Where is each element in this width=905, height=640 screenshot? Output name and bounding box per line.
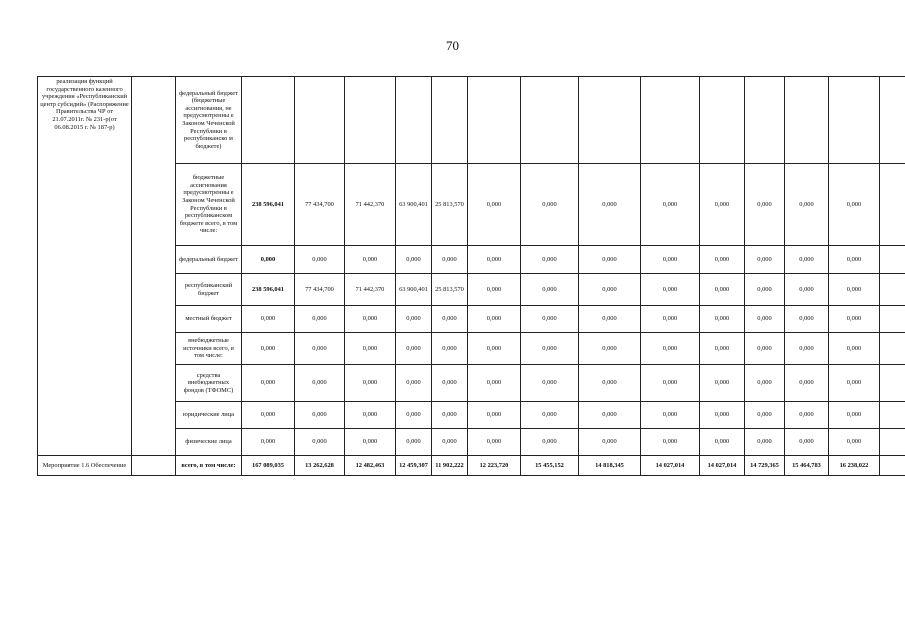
year-value-cell: 77 434,700 [295, 274, 345, 306]
funding-source-cell: внебюджетные источники всего, в том числе: [176, 333, 242, 365]
year-value-cell: 0,000 [641, 402, 700, 429]
year-value-cell [880, 306, 905, 333]
year-value-cell: 0,000 [829, 274, 880, 306]
year-value-cell: 14 818,345 [579, 456, 641, 476]
year-value-cell [785, 77, 829, 164]
year-value-cell: 0,000 [700, 429, 745, 456]
year-value-cell: 0,000 [700, 246, 745, 274]
year-value-cell: 0,000 [641, 333, 700, 365]
year-value-cell: 14 027,014 [641, 456, 700, 476]
total-value-cell: 0,000 [242, 429, 295, 456]
year-value-cell: 0,000 [579, 164, 641, 246]
year-value-cell: 0,000 [295, 333, 345, 365]
year-value-cell: 0,000 [295, 365, 345, 402]
year-value-cell: 0,000 [785, 274, 829, 306]
year-value-cell: 14 027,014 [700, 456, 745, 476]
year-value-cell: 0,000 [785, 429, 829, 456]
year-value-cell: 0,000 [745, 402, 785, 429]
funding-source-cell: республиканский бюджет [176, 274, 242, 306]
year-value-cell: 0,000 [521, 429, 579, 456]
year-value-cell: 0,000 [521, 246, 579, 274]
year-value-cell: 0,000 [579, 246, 641, 274]
year-value-cell: 0,000 [745, 274, 785, 306]
year-value-cell: 0,000 [295, 246, 345, 274]
year-value-cell: 0,000 [829, 429, 880, 456]
year-value-cell: 0,000 [295, 306, 345, 333]
executor-cell [132, 456, 176, 476]
funding-source-cell: федеральный бюджет (бюджетные ассигнования, не предусмотренны е Законом Чеченской Республики в республиканско м бюджете) [176, 77, 242, 164]
year-value-cell: 0,000 [432, 246, 468, 274]
year-value-cell: 71 442,370 [345, 274, 396, 306]
year-value-cell: 12 223,720 [468, 456, 521, 476]
year-value-cell [880, 77, 905, 164]
total-value-cell: 238 596,041 [242, 164, 295, 246]
year-value-cell: 0,000 [700, 306, 745, 333]
year-value-cell: 0,000 [579, 429, 641, 456]
year-value-cell: 16 238,022 [829, 456, 880, 476]
year-value-cell: 0,000 [468, 365, 521, 402]
year-value-cell: 0,000 [700, 274, 745, 306]
year-value-cell: 0,000 [345, 365, 396, 402]
funding-source-cell: местный бюджет [176, 306, 242, 333]
year-value-cell: 0,000 [521, 306, 579, 333]
year-value-cell: 77 434,700 [295, 164, 345, 246]
year-value-cell: 0,000 [468, 402, 521, 429]
year-value-cell: 0,000 [745, 246, 785, 274]
year-value-cell: 0,000 [432, 333, 468, 365]
year-value-cell [295, 77, 345, 164]
year-value-cell: 0,000 [396, 246, 432, 274]
funding-source-cell: средства внебюджетных фондов (ТФОМС) [176, 365, 242, 402]
year-value-cell: 0,000 [641, 164, 700, 246]
year-value-cell: 0,000 [785, 402, 829, 429]
year-value-cell [579, 77, 641, 164]
year-value-cell: 0,000 [641, 274, 700, 306]
year-value-cell: 0,000 [432, 306, 468, 333]
year-value-cell: 0,000 [579, 274, 641, 306]
year-value-cell: 0,000 [700, 402, 745, 429]
year-value-cell: 0,000 [745, 429, 785, 456]
year-value-cell: 0,000 [785, 333, 829, 365]
year-value-cell: 0,000 [295, 429, 345, 456]
year-value-cell: 11 902,222 [432, 456, 468, 476]
year-value-cell: 0,000 [745, 365, 785, 402]
total-value-cell: 0,000 [242, 365, 295, 402]
total-value-cell [242, 77, 295, 164]
page-number: 70 [446, 38, 459, 53]
year-value-cell [880, 456, 905, 476]
year-value-cell: 0,000 [521, 164, 579, 246]
funding-source-cell: всего, в том числе: [176, 456, 242, 476]
year-value-cell: 0,000 [468, 246, 521, 274]
funding-source-cell: бюджетные ассигнования предусмотренны е Законом Чеченской Республики в республиканском бюджете всего, в том числе: [176, 164, 242, 246]
year-value-cell [880, 164, 905, 246]
budget-table [37, 76, 905, 476]
year-value-cell: 0,000 [745, 306, 785, 333]
year-value-cell [468, 77, 521, 164]
activity-name-cell: реализация функций государственного казенного учреждения «Республиканский центр субсидий» (Распоряжение Правительства ЧР от 21.07.2011г. № 231-р(от 06.08.2015 г. № 187-р) [38, 77, 132, 456]
year-value-cell: 0,000 [345, 429, 396, 456]
year-value-cell: 0,000 [745, 164, 785, 246]
year-value-cell: 0,000 [396, 402, 432, 429]
year-value-cell: 0,000 [641, 306, 700, 333]
year-value-cell: 0,000 [295, 402, 345, 429]
year-value-cell [880, 365, 905, 402]
year-value-cell: 0,000 [396, 333, 432, 365]
year-value-cell [880, 429, 905, 456]
funding-source-cell: федеральный бюджет [176, 246, 242, 274]
year-value-cell: 0,000 [579, 365, 641, 402]
year-value-cell: 0,000 [521, 402, 579, 429]
total-value-cell: 167 089,035 [242, 456, 295, 476]
year-value-cell [432, 77, 468, 164]
year-value-cell [829, 77, 880, 164]
year-value-cell: 0,000 [641, 365, 700, 402]
year-value-cell [345, 77, 396, 164]
year-value-cell: 0,000 [700, 365, 745, 402]
year-value-cell [880, 274, 905, 306]
year-value-cell: 0,000 [700, 333, 745, 365]
year-value-cell: 0,000 [396, 429, 432, 456]
year-value-cell: 0,000 [432, 365, 468, 402]
year-value-cell: 12 482,463 [345, 456, 396, 476]
total-value-cell: 238 596,041 [242, 274, 295, 306]
year-value-cell: 0,000 [521, 333, 579, 365]
year-value-cell: 0,000 [468, 164, 521, 246]
year-value-cell: 0,000 [641, 246, 700, 274]
year-value-cell: 0,000 [829, 365, 880, 402]
year-value-cell: 63 900,401 [396, 164, 432, 246]
year-value-cell: 0,000 [785, 365, 829, 402]
year-value-cell: 12 459,307 [396, 456, 432, 476]
year-value-cell: 0,000 [579, 306, 641, 333]
year-value-cell [745, 77, 785, 164]
year-value-cell: 0,000 [785, 246, 829, 274]
table-row [38, 77, 905, 164]
year-value-cell: 25 813,570 [432, 274, 468, 306]
year-value-cell: 0,000 [396, 306, 432, 333]
year-value-cell [880, 246, 905, 274]
table-row [38, 456, 905, 476]
activity-name-cell: Мероприятие 1.6 Обеспечение [38, 456, 132, 476]
year-value-cell: 0,000 [345, 333, 396, 365]
year-value-cell: 0,000 [700, 164, 745, 246]
year-value-cell [880, 333, 905, 365]
year-value-cell [880, 402, 905, 429]
year-value-cell: 0,000 [521, 365, 579, 402]
year-value-cell: 0,000 [579, 333, 641, 365]
year-value-cell [700, 77, 745, 164]
year-value-cell: 0,000 [829, 333, 880, 365]
year-value-cell [641, 77, 700, 164]
year-value-cell: 0,000 [785, 306, 829, 333]
year-value-cell [521, 77, 579, 164]
executor-cell [132, 77, 176, 456]
year-value-cell: 0,000 [785, 164, 829, 246]
year-value-cell: 0,000 [432, 402, 468, 429]
total-value-cell: 0,000 [242, 246, 295, 274]
year-value-cell: 0,000 [829, 246, 880, 274]
funding-source-cell: юридические лица [176, 402, 242, 429]
year-value-cell: 0,000 [345, 246, 396, 274]
year-value-cell: 0,000 [745, 333, 785, 365]
year-value-cell: 0,000 [468, 274, 521, 306]
year-value-cell: 0,000 [345, 306, 396, 333]
year-value-cell: 0,000 [521, 274, 579, 306]
year-value-cell: 15 455,152 [521, 456, 579, 476]
funding-source-cell: физические лица [176, 429, 242, 456]
year-value-cell: 0,000 [468, 429, 521, 456]
year-value-cell: 0,000 [641, 429, 700, 456]
year-value-cell: 0,000 [468, 306, 521, 333]
total-value-cell: 0,000 [242, 306, 295, 333]
year-value-cell [396, 77, 432, 164]
total-value-cell: 0,000 [242, 333, 295, 365]
year-value-cell: 13 262,628 [295, 456, 345, 476]
year-value-cell: 0,000 [829, 402, 880, 429]
year-value-cell: 0,000 [432, 429, 468, 456]
year-value-cell: 14 729,365 [745, 456, 785, 476]
total-value-cell: 0,000 [242, 402, 295, 429]
year-value-cell: 15 464,783 [785, 456, 829, 476]
year-value-cell: 63 900,401 [396, 274, 432, 306]
year-value-cell: 0,000 [579, 402, 641, 429]
year-value-cell: 71 442,370 [345, 164, 396, 246]
year-value-cell: 0,000 [829, 164, 880, 246]
year-value-cell: 0,000 [468, 333, 521, 365]
year-value-cell: 25 813,570 [432, 164, 468, 246]
year-value-cell: 0,000 [345, 402, 396, 429]
year-value-cell: 0,000 [829, 306, 880, 333]
year-value-cell: 0,000 [396, 365, 432, 402]
